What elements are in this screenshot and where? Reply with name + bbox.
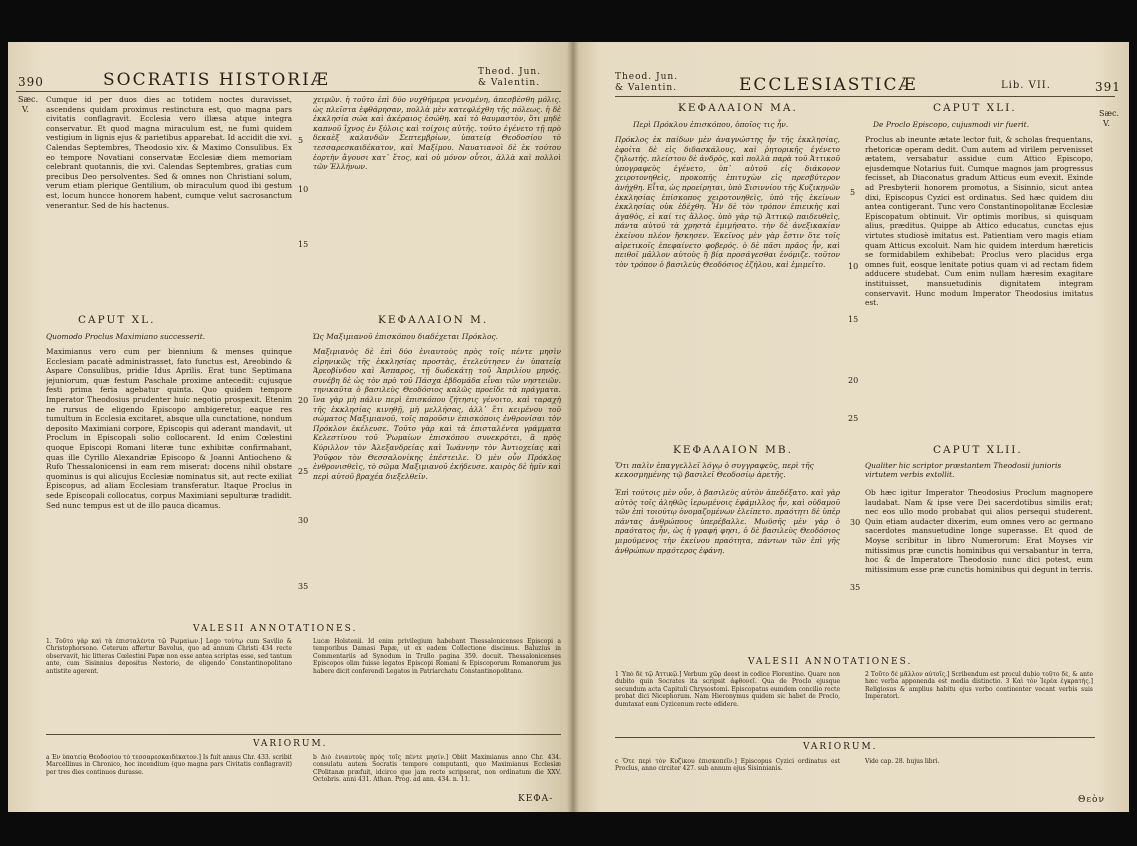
book-gutter xyxy=(567,42,579,812)
notes-heading: VALESII ANNOTATIONES. xyxy=(193,624,358,634)
line-number: 10 xyxy=(848,262,859,271)
side-note-saec: Sæc. xyxy=(1099,109,1120,118)
chapter-subtitle-greek: Περὶ Πρόκλου ἐπισκόπου, ὁποῖος τις ἦν. xyxy=(633,120,789,129)
side-note-v: V. xyxy=(1103,119,1110,128)
line-number: 30 xyxy=(850,518,861,527)
line-number: 15 xyxy=(298,240,309,249)
line-number: 20 xyxy=(848,376,859,385)
chapter-subtitle-latin-2: Qualiter hic scriptor præstantem Theodosii junioris virtutem verbis extollit. xyxy=(865,461,1062,479)
latin-column-top: Cumque id per duos dies ac totidem noctes duravisset, ascendens quidam proximus restinctura est, quo magna pars civitatis conflagravit. Ecclesia vero illæsa atque integra conservatur. Et quod magna miraculum est, ne fumi quidem vestigium in lignis ejus & parietibus apparebat. Id accidit die xvi. Calendas Septembres, Theodosio xiv. & Maximo Consulibus. Ex eo tempore Novatiani conservatæ Ecclesiæ diem memoriam celebrant quotannis, die xvi. Calendas Septembres, gratias cum precibus Deo persolventes. Sed & omnes non Christiani solum, verum etiam plerique Gentilium, ob miraculum quod ibi gestum est, locum huncce honorem habent, cumque velut sacrosanctum venerantur. Sed de his hactenus. xyxy=(46,95,292,210)
line-number: 5 xyxy=(298,136,304,145)
chapter-subtitle-greek: Ὡς Μαξιμιανοῦ ἐπισκόπου διαδέχεται Πρόκλος. xyxy=(313,332,499,341)
catchword-left: ΚΕΦΑ- xyxy=(518,794,554,804)
page-number-right: 391 xyxy=(1095,80,1121,94)
variorum-rule xyxy=(615,737,1095,738)
head-era-right-1: Theod. Jun. xyxy=(615,72,679,82)
latin-column-body-2: Ob hæc igitur Imperator Theodosius Proclum magnopere laudabat. Nam & ipse vere Dei sacerdotibus similis erat; nec eos ullo modo probabat qui alios persequi studerent. Quin etiam audacter dixerim, eum omnes vero ac germano sacerdotes mansuetudine longe superasse. Et quod de Moyse scribitur in libro Numerorum: Erat Moyses vir mitissimus præ cunctis hominibus qui versabantur in terra, hoc & de Imperatore Theodosio nunc dici potest, eum mitissimum esse præ cunctis hominibus qui degunt in terris. xyxy=(865,488,1093,574)
chapter-heading-greek: ΚΕΦΑΛΑΙΟΝ Μ. xyxy=(378,314,489,326)
greek-column-body: Πρόκλος ἐκ παίδων μὲν ἀναγνώστης ἦν τῆς ἐκκλησίας, ἐφοίτα δὲ εἰς διδασκάλους, καὶ ῥητορικῆς ἐγένετο ζηλωτής. πλείστου δὲ ἀνδρὸς, καὶ πολλὰ παρὰ τοῦ Ἀττικοῦ ὑπογραφεὺς ἐγένετο, ὑπ᾽ αὐτοῦ εἰς διάκονον χειροτονηθεὶς, προκοπῆς ἐπιτυχὼν εἰς πρεσβύτερον ἀνήχθη. Εἶτα, ὡς προείρηται, ὑπὸ Σισιννίου τῆς Κυζικηνῶν ἐκκλησίας ἐπίσκοπος χειροτονηθεὶς, ὑπὸ τῆς ἐκείνων ἐκκλησίας οὐκ ἐδέχθη. Ἦν δὲ τὸν τρόπον ἐπιεικὴς καὶ ἀγαθὸς, εἰ καί τις ἄλλος. ὑπὸ γὰρ τῷ Ἀττικῷ παιδευθεὶς, πάντα αὐτοῦ τὰ χρηστὰ ἐμιμήσατο. τὴν δὲ ἀνεξικακίαν ἐκείνου πλέον ἤσκησεν. Ἐκεῖνος μὲν γὰρ ἔστιν ὅτε τοῖς αἱρετικοῖς ἐπεφαίνετο φοβερός. ὁ δὲ πᾶσι πρᾶος ἦν, καὶ πειθοῖ μᾶλλον αὐτοὺς ἢ βίᾳ προσάγεσθαι ἐνόμιζε. τοῦτον τὸν τρόπον ὁ βασιλεὺς Θεοδόσιος ἐζήλου, καὶ ἐμιμεῖτο. xyxy=(615,135,840,269)
chapter-heading-latin: CAPUT XL. xyxy=(78,314,156,326)
header-rule xyxy=(615,96,1115,97)
line-number: 20 xyxy=(298,396,309,405)
line-number: 35 xyxy=(850,583,861,592)
variorum-heading: VARIORUM. xyxy=(803,742,878,752)
right-page xyxy=(573,42,1129,812)
book-number: Lib. VII. xyxy=(1001,80,1051,91)
variorum-right-column: b Διὸ ἐνιαυτοὺς πρὸς τοῖς πέντε μησίν.] Obiit Maximianus anno Chr. 434. consulatu autem Socratis tempore computanti, quo Maximianus Ecclesiæ CPolitanæ præfuit, idcirco que jam recte scripserat, non ordinatum die XXV. Octobris. anni 431. Athan. Prog. ad ann. 434. n. 11. xyxy=(313,754,561,784)
header-rule xyxy=(16,91,561,92)
chapter-heading-greek: ΚΕΦΑΛΑΙΟΝ ΜΑ. xyxy=(678,102,798,114)
annotations-left-column: 1. Τοῦτο γὰρ καὶ τὰ ἐπισταλέντα τῷ Ῥωμαίων.] Lego τούτῳ cum Savilio & Christophorsono. Ceterum affertur Bavolus, quo ad annum Christi 434 recte observavit, hic litteras Cœlestini Papæ non esse antea scriptas esse, sed tantum ante, cum Sisinnius depositus Nestorio, de eligendo Constantinopolitano antistite agerent. xyxy=(46,638,292,675)
variorum-rule xyxy=(46,734,561,735)
page-number-left: 390 xyxy=(18,75,44,89)
chapter-heading-latin-2: CAPUT XLII. xyxy=(933,444,1023,456)
annotations-right-column: Lucæ Holstenii. Id enim privilegium habebant Thessalonicenses Episcopi a temporibus Damasi Papæ, ut ex eadem Collectione discimus. Baluzius in Commentariis ad Synodum in Trullo pagina 359. docuit. Thessalonicenses Episcopos olim fuisse legatos Episcopi Romani & Episcoporum Romanorum jus habere dicit conferendi Legatos in Patriarchatu Constantinopolitano. xyxy=(313,638,561,675)
chapter-subtitle-greek-2: Ὅτι παλὶν ἐπαγγελλεῖ λόγῳ ὁ συγγραφεὺς, περὶ τῆς κεκοσμημένης τῷ βασιλεῖ Θεοδοσίῳ ἀρετῆς. xyxy=(615,461,814,479)
annotations-left-column: 1 Ὑπὸ δὲ τῷ Ἀττικῷ.] Verbum χῶρ deest in codice Florentino. Quare non dubito quin Socrates ita scripsit ἀφθονεῖ. Qua de Proclo ejusque secundum acta Capituli Chrysostomi. Episcopatus eumdem concilio recte probat dici Nicephorum. Nam Hieronymus quidem sic habet de Proclo, dumtaxat eum Cyzicenum recte edidere. xyxy=(615,671,840,708)
running-head-right: ECCLESIASTICÆ xyxy=(739,75,918,95)
chapter-subtitle-latin: Quomodo Proclus Maximiano successerit. xyxy=(46,332,206,341)
line-number: 5 xyxy=(850,188,856,197)
line-number: 35 xyxy=(298,582,309,591)
left-page xyxy=(8,42,573,812)
line-number: 25 xyxy=(298,467,309,476)
line-number: 25 xyxy=(848,414,859,423)
notes-heading: VALESII ANNOTATIONES. xyxy=(748,657,913,667)
greek-column-top: χειμῶν. ἡ τοῦτο ἐπὶ δύο νυχθήμερα γενομένη, ἀπεσβέσθη μόλις. ὡς πλεῖστα ἐφθάρησαν, πολλὰ μὲν κατεφλέχθη τῆς πόλεως. ἡ δὲ ἐκκλησία σώα καὶ ἀκέραιος ἐσώθη. καὶ τὸ θαυμαστὸν, ὅτι μηδὲ καπνοῦ ἴχνος ἐν ξύλοις καὶ τοίχοις αὐτῆς. τοῦτο ἐγένετο τῇ πρὸ δεκαὲξ καλανδῶν Σεπτεμβρίων, ὑπατείᾳ Θεοδοσίου τὸ τεσσαρεσκαιδέκατον, καὶ Μαξίμου. Ναυατιανοὶ δὲ ἐκ τούτου ἑορτὴν ἄγουσι κατ᾽ ἔτος, καὶ οὐ μόνον οὗτοι, ἀλλὰ καὶ πολλοὶ τῶν Ἑλλήνων. xyxy=(313,95,561,172)
greek-column-body-2: Ἐπὶ τούτοις μὲν οὖν, ὁ βασιλεὺς αὐτὸν ἀπεδέξατο. καὶ γὰρ αὐτὸς τοῖς ἀληθῶς ἱερωμένοις ἐφάμιλλος ἦν, καὶ οὐδαμοῦ τῶν ἐπὶ τοιούτῳ ὀνομαζομένων ἐλείπετο. πραότητι δὲ ὑπὲρ πάντας ἀνθρώπους ὑπερέβαλλε. Μωϋσῆς μὲν γὰρ ὁ πραότατος ἦν, ὡς ἡ γραφή φησι, ὁ δὲ βασιλεὺς Θεοδόσιος μιμούμενος τὴν ἐκείνου πραότητα, πάντων τῶν ἐπὶ γῆς ἀνθρώπων πρᾳότερος ἐφάνη. xyxy=(615,488,840,555)
chapter-heading-latin: CAPUT XLI. xyxy=(933,102,1017,114)
catchword-right: Θεὸν xyxy=(1078,795,1105,805)
greek-column-body: Μαξιμιανὸς δὲ ἐπὶ δύο ἐνιαυτοὺς πρὸς τοῖς πέντε μησὶν εἰρηνικῶς τῆς ἐκκλησίας προστὰς, ἐτελεύτησεν ἐν ὑπατείᾳ Ἀρεοβίνδου καὶ Ἀσπαρος, τῇ δωδεκάτῃ τοῦ Ἀπριλίου μηνός. συνέβη δὲ ὡς τὸν πρὸ τοῦ Πάσχα ἑβδομάδα εἶναι τῶν νηστειῶν. τηνικαῦτα ὁ βασιλεὺς Θεοδόσιος καλῶς προεῖδε τὰ πράγματα. ἵνα γὰρ μὴ πάλιν περὶ ἐπισκόπου ζήτησις γένοιτο, καὶ ταραχὴ τῆς ἐκκλησίας κινηθῇ, μὴ μελλήσας, ἀλλ᾽ ἔτι κειμένου τοῦ σώματος Μαξιμιανοῦ, τοῖς παροῦσιν ἐπισκόποις ἐνθρονίσαι τὸν Πρόκλον ἐκέλευσε. Τοῦτο γὰρ καὶ τὰ ἐπισταλέντα γράμματα Κελεστίνου τοῦ Ῥωμαίων ἐπισκόπου συνεκρότει, ἃ πρὸς Κύριλλον τὸν Ἀλεξανδρείας καὶ Ἰωάννην τὸν Ἀντιοχείας καὶ Ῥοῦφον τὸν Θεσσαλονίκης ἐπέστειλε. Ὁ μὲν οὖν Πρόκλος ἐνθρονισθεὶς, τὸ σῶμα Μαξιμιανοῦ ἐκήδευσε. καιρὸς δὲ ἡμῖν καὶ περὶ αὐτοῦ βραχέα διεξελθεῖν. xyxy=(313,347,561,481)
side-note-v: V. xyxy=(22,105,29,114)
side-note-saec: Sæc. xyxy=(18,95,39,104)
annotations-right-column: 2 Τοῦτο δὲ μᾶλλον αὐτοῖς.] Scribendum est procul dubio τοῦτο δὲ, & ante hæc verba apponenda est media distinctio. 3 Καὶ τὸν Ἱερέα ἐγκρατής.] Religiosus & amplius habitu ejus verbo continenter vocant verbis suis Imperatori. xyxy=(865,671,1093,701)
variorum-right-column: Vide cap. 28. hujus libri. xyxy=(865,758,940,765)
chapter-subtitle-latin: De Proclo Episcopo, cujusmodi vir fuerit. xyxy=(873,120,1030,129)
variorum-left-column: a Ἐν ὑπατείᾳ Θεοδοσίου τὸ τεσσαρεσκαιδέκατον.] Is fuit annus Chr. 433. scribit Marcellinus in Chronico, hoc incendium (quo magna pars Civitatis conflagravit) per tres dies continuos durasse. xyxy=(46,754,292,776)
head-era-left-1: Theod. Jun. xyxy=(478,67,542,77)
head-era-left-2: & Valentin. xyxy=(478,78,541,88)
variorum-heading: VARIORUM. xyxy=(253,739,328,749)
latin-column-body: Proclus ab ineunte ætate lector fuit, & scholas frequentans, rhetoricæ operam dedit. Cum autem ad virilem pervenisset ætatem, versabatur assidue cum Attico Episcopo, ejusdemque Notarius fuit. Cumque magnos jam progressus fecisset, ab Diaconatus gradum Atticus eum evexit. Exinde ad Presbyterii honorem promotus, a Sisinnio, sicut antea dixi, Episcopus Cyzici est ordinatus. Sed hæc quidem diu antea contigerant. Tunc vero Constantinopolitanæ Ecclesiæ Episcopatum obtinuit. Vir optimis moribus, si quisquam alius, præditus. Quippe ab Attico educatus, cunctas ejus virtutes studiosè imitatus est. Patientiam vero magis etiam quam Atticus excoluit. Nam hic quidem interdum hæreticis se formidabilem exhibebat: Proclus vero placidus erga omnes fuit, eosque lenitate potius quam vi ad rectam fidem adducere studebat. Cum enim nullam hæresim exagitare instituisset, mansuetudinis dignitatem integram conservavit. Hunc modum Imperator Theodosius imitatus est. xyxy=(865,135,1093,308)
line-number: 10 xyxy=(298,185,309,194)
head-era-right-2: & Valentin. xyxy=(615,83,678,93)
latin-column-body: Maximianus vero cum per biennium & menses quinque Ecclesiam pacatè administrasset, fato functus est, Areobindo & Aspare Consulibus, pridie Idus Aprilis. Erat tunc Septimana jejuniorum, quæ festum Paschale proxime antecedit: cujusque festi prima feria agebatur quinta. Quo quidem tempore Imperator Theodosius prudenter huic negotio prospexit. Etenim ne rursus de eligendo Episcopo ambigeretur, eaque res tumultum in Ecclesia excitaret, absque ulla cunctatione, nondum deposito Maximiani corpore, Episcopis qui aderant mandavit, ut Proclum in Episcopali solio collocarent. Id enim Cœlestini quoque Episcopi Romani literæ tunc exhibitæ confirmabant, quas ille Cyrillo Alexandriæ Episcopo & Joanni Antiocheno & Rufo Thessalonicensi in eam rem miserat: docens nihil obstare quominus is qui alicujus Ecclesiæ nominatus sit, aut recte exiliat Episcopus, ad aliam Ecclesiam transferatur. Itaque Proclus in sede Episcopali collocatus, corpus Maximiani sepulturæ tradidit. Sed nunc tempus est ut de illo pauca dicamus. xyxy=(46,347,292,510)
chapter-heading-greek-2: ΚΕΦΑΛΑΙΟΝ ΜΒ. xyxy=(673,444,793,456)
line-number: 30 xyxy=(298,516,309,525)
variorum-left-column: c Ὅτε περὶ τὸν Κυζίκου ἐπισκοπεῖν.] Episcopus Cyzici ordinatus est Proclus, anno circiter 427. sub annum ejus Sisinnianis. xyxy=(615,758,840,773)
running-head-left: SOCRATIS HISTORIÆ xyxy=(103,70,330,90)
line-number: 15 xyxy=(848,315,859,324)
